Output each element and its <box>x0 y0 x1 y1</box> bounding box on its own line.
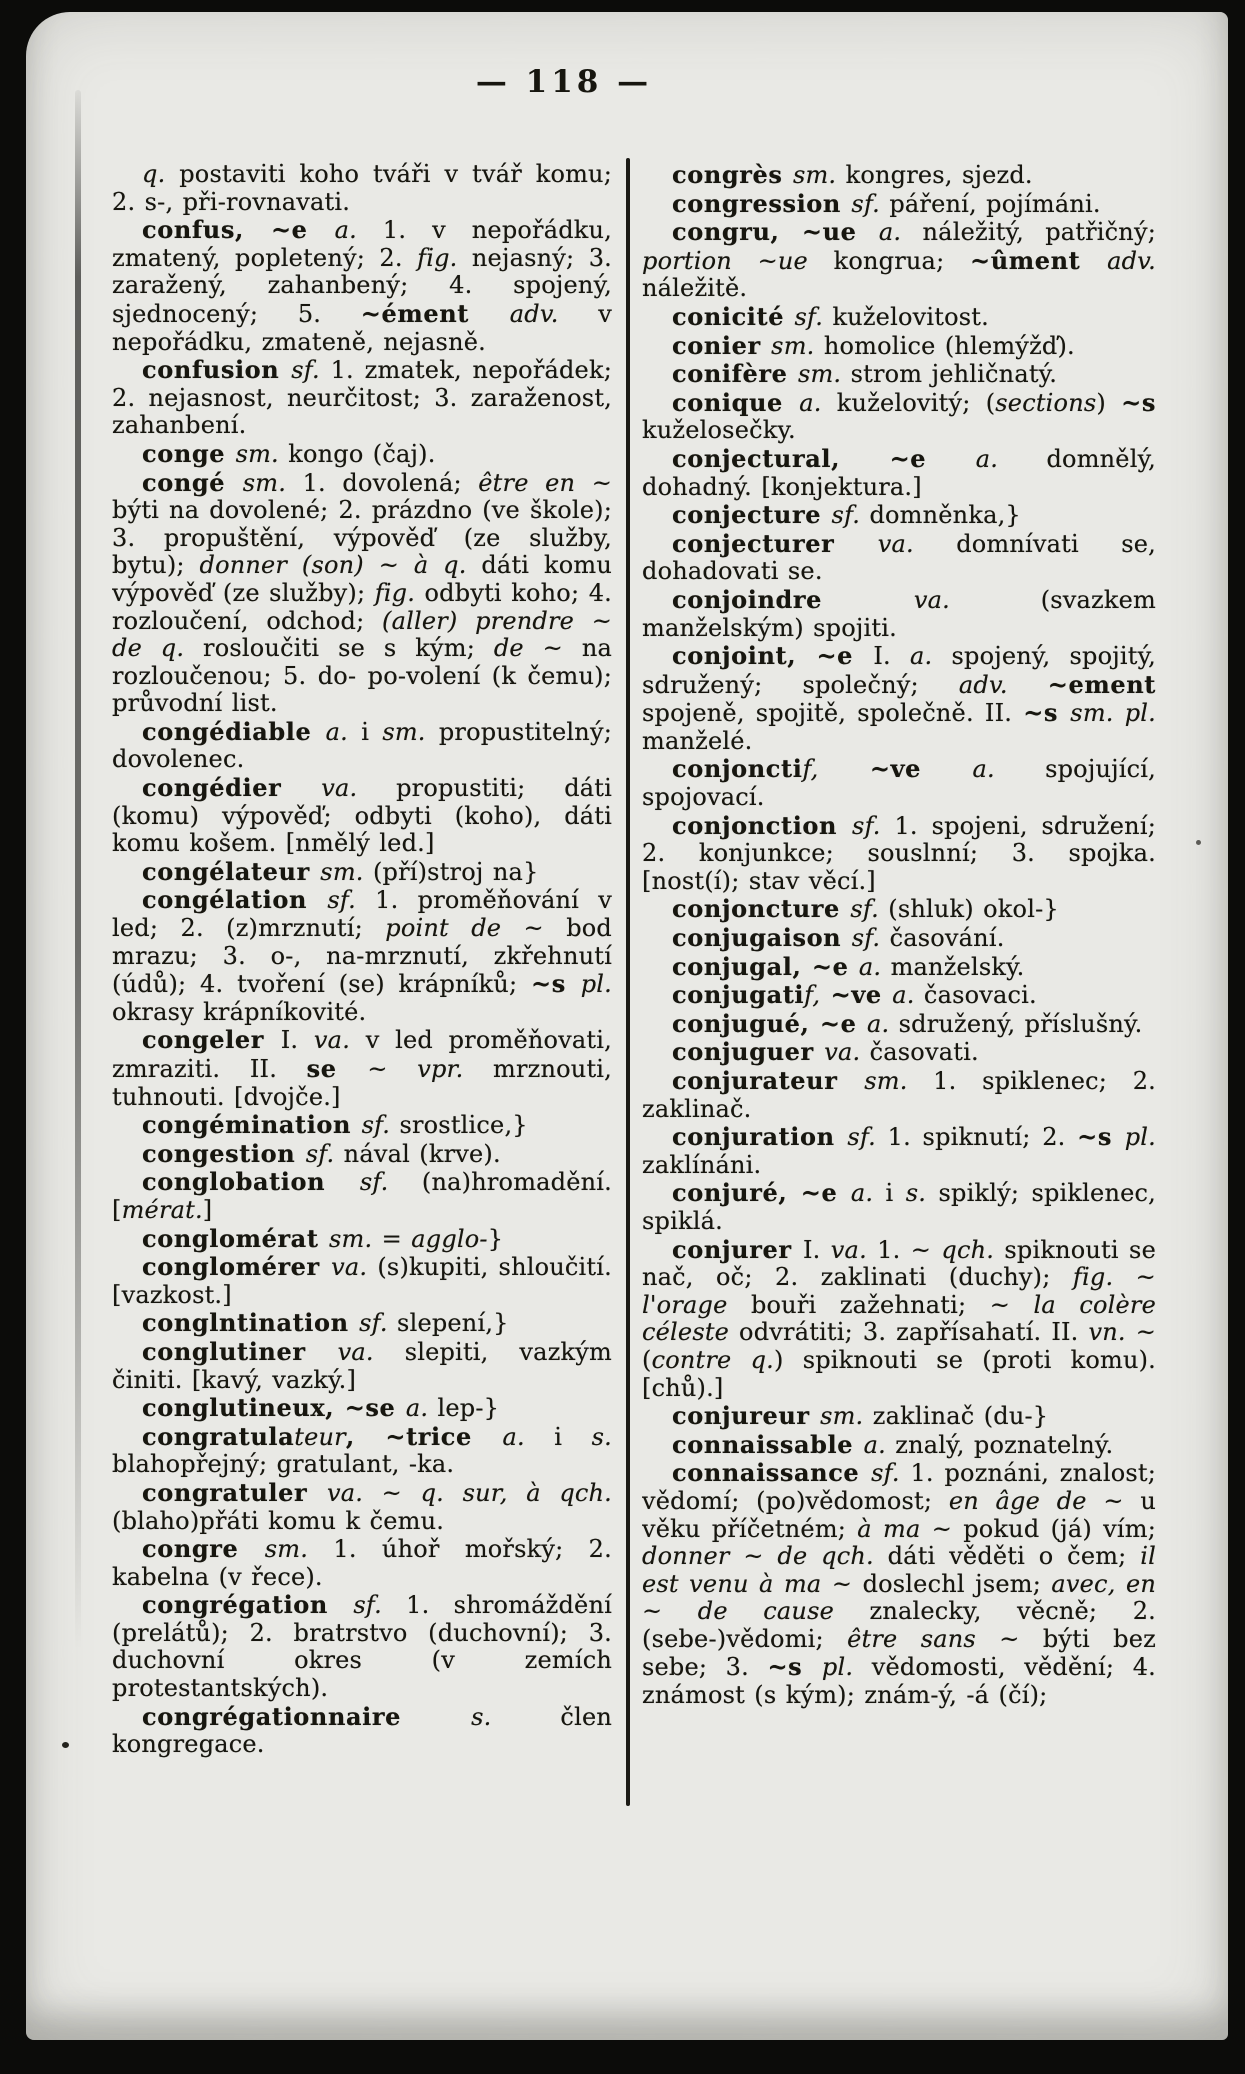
right-column <box>642 161 1156 1809</box>
dictionary-entry: conglomérer va. (s)kupiti, shloučití. [vazkost.] <box>112 1252 612 1309</box>
dictionary-entry: conjureur sm. zaklinač (du-} <box>672 1401 1049 1431</box>
dictionary-entry: congeler I. va. v led proměňovati, zmraziti. II. se ~ vpr. mrznouti, tuhnouti. [dvojče.] <box>112 1025 612 1111</box>
dictionary-entry: confusion sf. 1. zmatek, nepořádek; 2. nejasnost, neurčitost; 3. zaraženost, zahanbení. <box>112 355 612 440</box>
dictionary-entry: conge sm. kongo (čaj). <box>142 438 436 468</box>
dictionary-entry: congratulateur, ~trice a. i s. blahopřejný; gratulant, -ka. <box>112 1421 612 1479</box>
ink-speck <box>1196 840 1201 845</box>
dictionary-entry: congre sm. 1. úhoř mořský; 2. kabelna (v řece). <box>112 1534 612 1591</box>
dictionary-entry: conjectural, ~e a. domnělý, dohadný. [konjektura.] <box>642 443 1156 501</box>
dictionary-entry: conjurer I. va. 1. ~ qch. spiknouti se nač, oč; 2. zaklinati (duchy); fig. ~ l'orage bouři zažehnati; ~ la colère céleste odvrátiti; 3. zapřísahatí. II. vn. ~ (contre q.) spiknouti se (proti komu). [chů).] <box>642 1234 1156 1402</box>
dictionary-entry: connaissable a. znalý, poznatelný. <box>672 1429 1114 1459</box>
dictionary-entry: congédier va. propustiti; dáti (komu) výpověď; odbyti (koho), dáti komu košem. [nmělý led.] <box>112 773 612 858</box>
dictionary-entry: congru, ~ue a. náležitý, patřičný; portion ~ue kongrua; ~ûment adv. náležitě. <box>642 217 1156 303</box>
dictionary-entry: conglobation sf. (na)hromadění. [mérat.] <box>112 1167 612 1224</box>
dictionary-entry: conjugué, ~e a. sdružený, příslušný. <box>672 1008 1143 1038</box>
dictionary-entry: congémination sf. srostlice,} <box>142 1110 528 1140</box>
dictionary-entry: congression sf. páření, pojímáni. <box>672 188 1101 218</box>
dictionary-entry: conicité sf. kuželovitost. <box>672 301 989 331</box>
paper <box>26 12 1228 2040</box>
dictionary-entry: congrégationnaire s. člen kongregace. <box>112 1701 612 1759</box>
dictionary-entry: congestion sf. nával (krve). <box>142 1138 501 1168</box>
dictionary-entry: confus, ~e a. 1. v nepořádku, zmatený, popletený; 2. fig. nejasný; 3. zaražený, zahanbený; 4. spojený, sjednocený; 5. ~ément adv. v nepořádku, zmateně, nejasně. <box>112 215 612 356</box>
dictionary-entry: conjecture sf. domněnka,} <box>672 500 1021 530</box>
dictionary-entry: conglomérat sm. = agglo-} <box>142 1223 504 1253</box>
dictionary-entry: conique a. kuželovitý; (sections) ~s kuželosečky. <box>642 387 1156 445</box>
dictionary-entry: conjonction sf. 1. spojeni, sdružení; 2. konjunkce; souslnní; 3. spojka. [nost(í); stav věcí.] <box>642 810 1156 895</box>
dictionary-entry: conifère sm. strom jehličnatý. <box>672 359 1058 389</box>
dictionary-entry: conjoindre va. (svazkem manželským) spojiti. <box>642 584 1156 642</box>
page-number: — 118 — <box>475 64 653 100</box>
gutter-shadow <box>75 90 81 1650</box>
dictionary-entry: conglutineux, ~se a. lep-} <box>142 1393 500 1423</box>
dictionary-entry: conier sm. homolice (hlemýžď). <box>672 330 1075 360</box>
dictionary-entry: congélation sf. 1. proměňování v led; 2. (z)mrznutí; point de ~ bod mrazu; 3. o-, na-mrznutí, zkřehnutí (údů); 4. tvoření (se) krápníků; ~s pl. okrasy krápníkovité. <box>112 885 612 1026</box>
dictionary-entry: conjoint, ~e I. a. spojený, spojitý, sdružený; společný; adv. ~ement spojeně, spojitě, společně. II. ~s sm. pl. manželé. <box>642 641 1156 755</box>
dictionary-entry: conglntination sf. slepení,} <box>142 1308 509 1338</box>
dictionary-entry: congédiable a. i sm. propustitelný; dovolenec. <box>112 716 612 774</box>
dictionary-entry: conjurateur sm. 1. spiklenec; 2. zaklinač. <box>642 1066 1156 1123</box>
dictionary-entry: congratuler va. ~ q. sur, à qch. (blaho)přáti komu k čemu. <box>112 1477 612 1535</box>
dictionary-entry: conglutiner va. slepiti, vazkým činiti. [kavý, vazký.] <box>112 1336 612 1394</box>
column-divider <box>626 158 630 1806</box>
left-column <box>112 161 612 1809</box>
dictionary-entry: conjugal, ~e a. manželský. <box>672 951 1025 981</box>
dictionary-entry: connaissance sf. 1. poznáni, znalost; vědomí; (po)vědomost; en âge de ~ u věku příčetném; à ma ~ pokud (já) vím; donner ~ de qch. dáti věděti o čem; il est venu à ma ~ doslechl jsem; avec, en ~ de cause znalecky, věcně; 2. (sebe-)vědomi; être sans ~ býti bez sebe; 3. ~s pl. vědomosti, vědění; 4. známost (s kým); znám-ý, -á (čí); <box>642 1458 1156 1710</box>
dictionary-entry: conjuration sf. 1. spiknutí; 2. ~s pl. zaklínáni. <box>642 1122 1156 1179</box>
dictionary-entry: conjonctif, ~ve a. spojující, spojovací. <box>642 754 1156 812</box>
dictionary-entry: congélateur sm. (pří)stroj na} <box>142 856 539 886</box>
dictionary-entry: conjoncture sf. (shluk) okol-} <box>672 894 1059 924</box>
dictionary-entry: congrès sm. kongres, sjezd. <box>672 161 1033 189</box>
dictionary-entry: conjecturer va. domnívati se, dohadovati se. <box>642 528 1156 586</box>
dictionary-entry: conjugaison sf. časování. <box>672 923 1005 953</box>
ink-speck <box>62 1742 69 1748</box>
dictionary-entry: conjuguer va. časovati. <box>672 1037 979 1067</box>
dictionary-entry: conjugatif, ~ve a. časovaci. <box>672 980 1037 1010</box>
dictionary-entry: q. postaviti koho tváři v tvář komu; 2. s-, při-rovnavati. <box>112 161 612 216</box>
dictionary-entry: congé sm. 1. dovolená; être en ~ býti na dovolené; 2. prázdno (ve škole); 3. propuštění, výpověď (ze služby, bytu); donner (son) ~ à q. dáti komu výpověď (ze služby); fig. odbyti koho; 4. rozloučení, odchod; (aller) prendre ~ de q. rosloučiti se s kým; de ~ na rozloučenou; 5. do- po-volení (k čemu); průvodní list. <box>112 467 612 718</box>
dictionary-entry: conjuré, ~e a. i s. spiklý; spiklenec, spiklá. <box>642 1178 1156 1235</box>
dictionary-entry: congrégation sf. 1. shromáždění (prelátů); 2. bratrstvo (duchovní); 3. duchovní okres (v zemích protestantských). <box>112 1590 612 1703</box>
